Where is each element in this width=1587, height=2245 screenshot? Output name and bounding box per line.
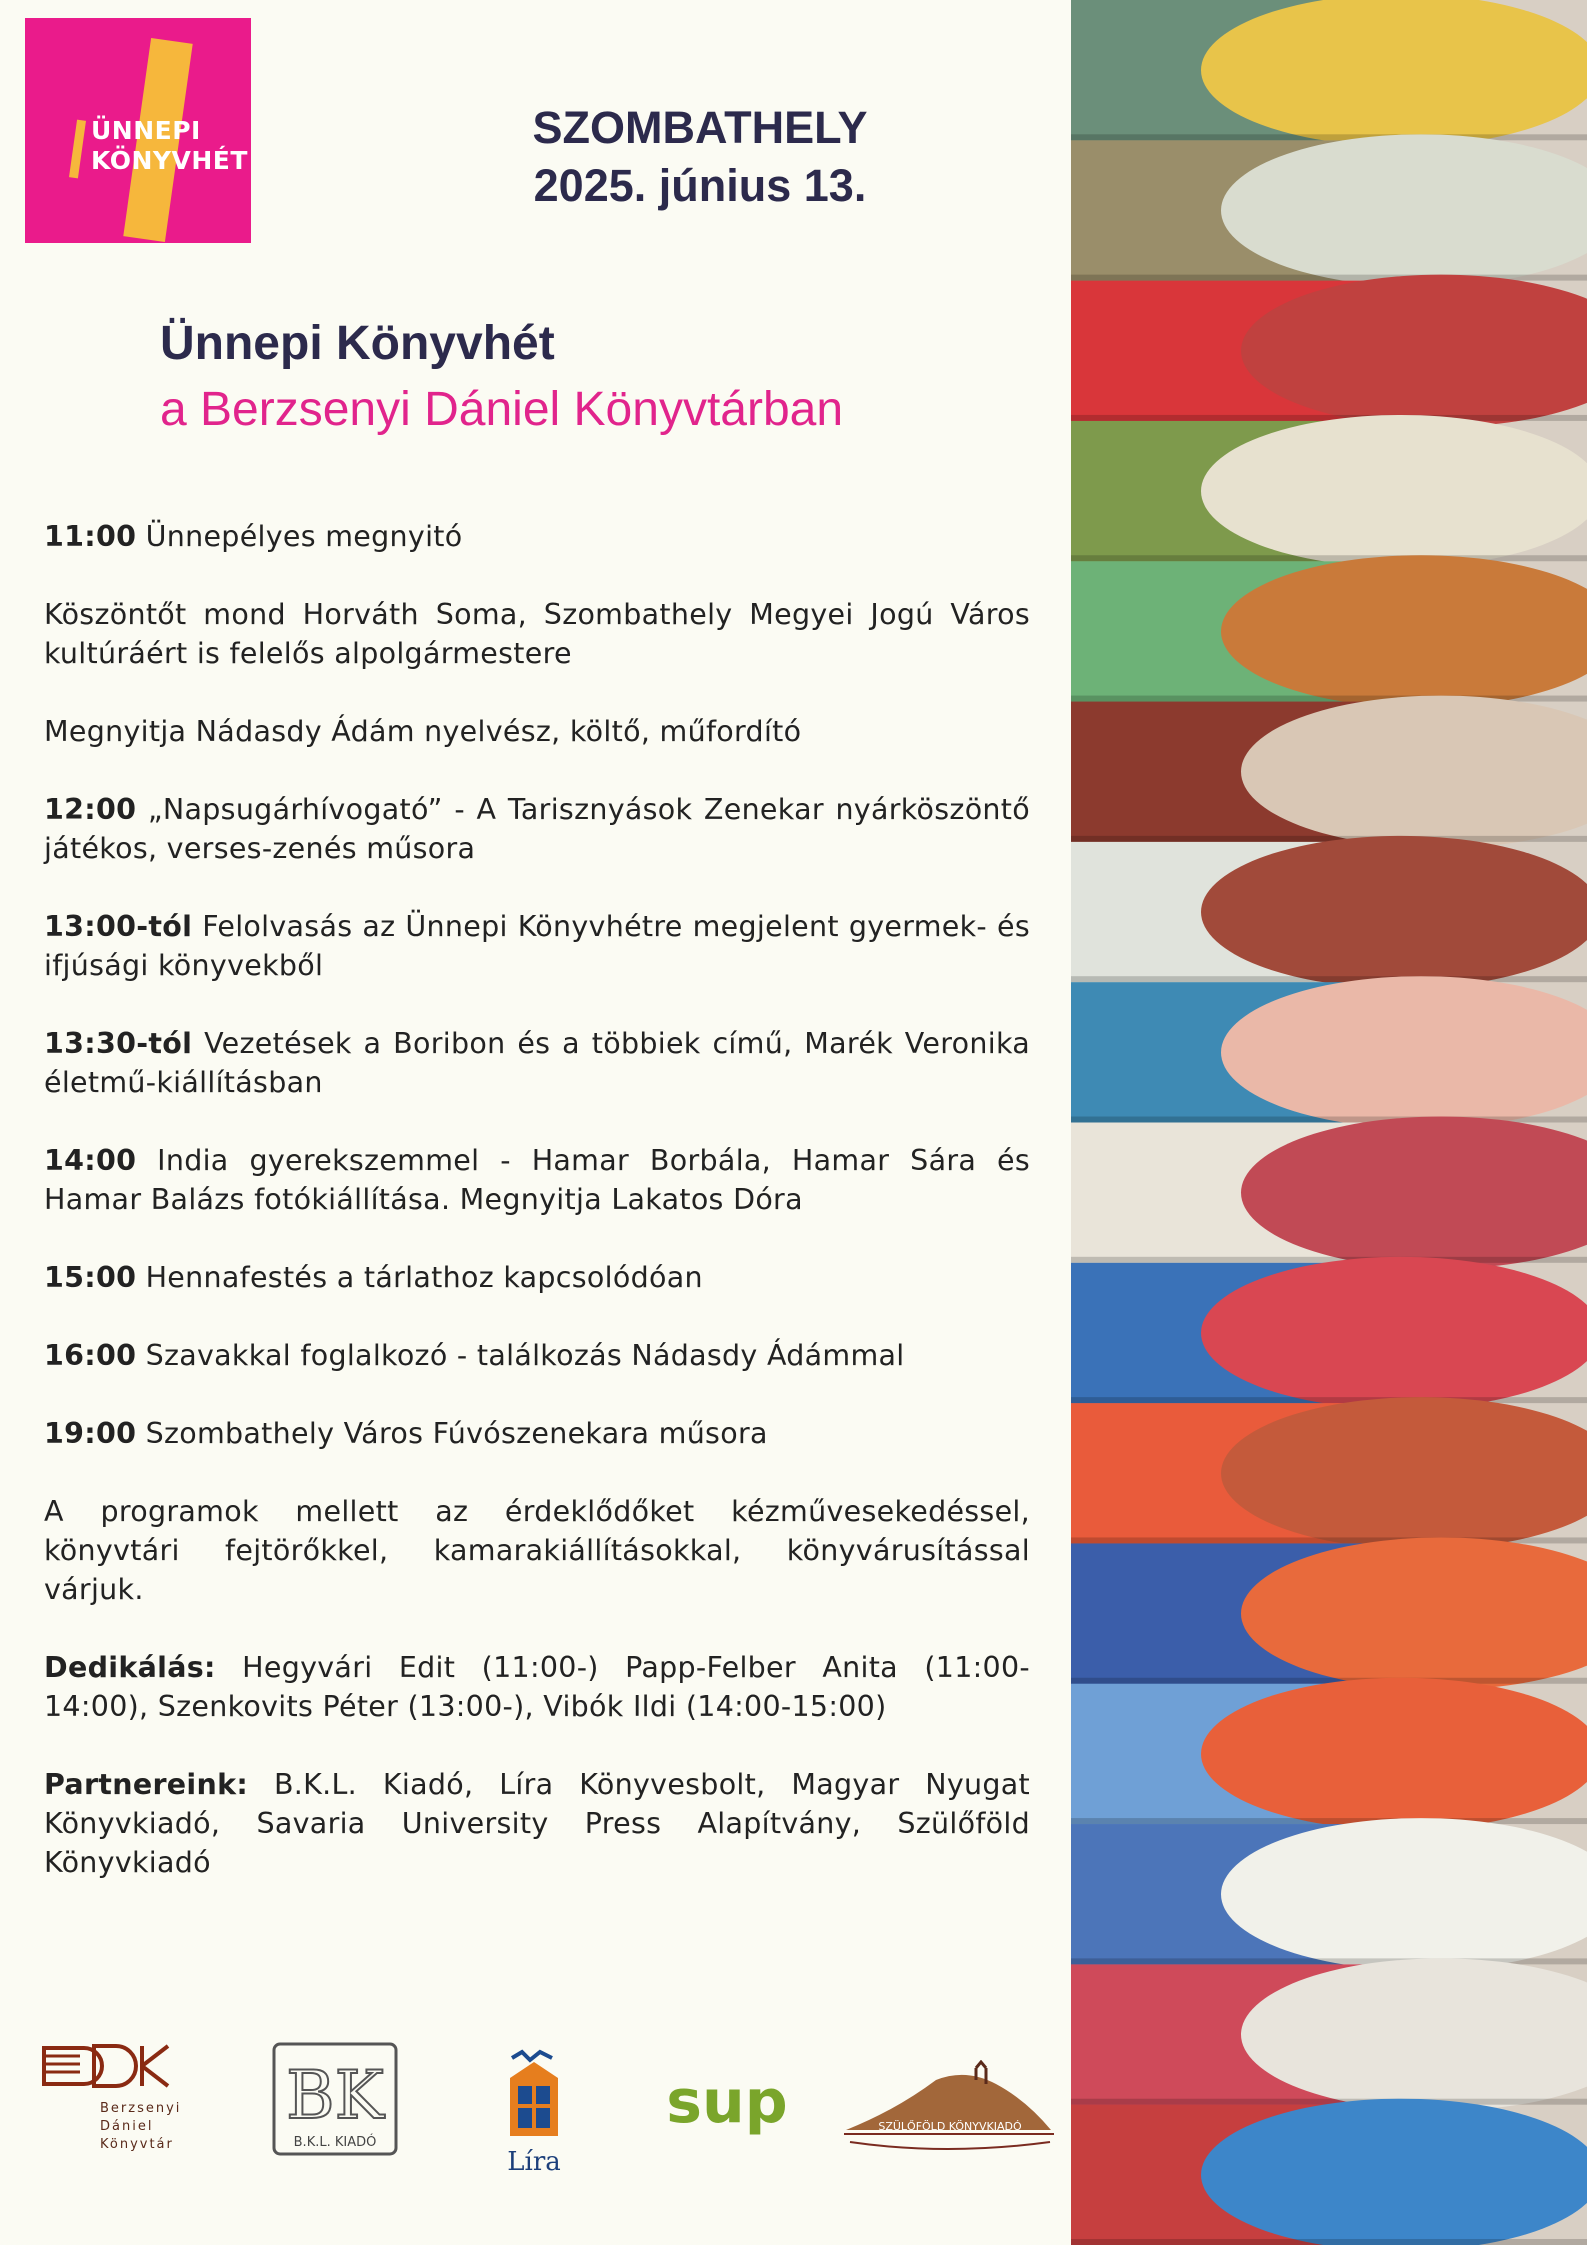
program-time: 16:00 (44, 1339, 137, 1372)
lira-logo (500, 2048, 568, 2178)
program-item (44, 595, 1030, 673)
partners-info (44, 1765, 1030, 1882)
program-item (44, 1141, 1030, 1219)
program-time: 11:00 (44, 520, 137, 553)
program-text: Vezetések a Boribon és a többiek című, Marék Veronika életmű-kiállításban (44, 1027, 1031, 1099)
book-end (1201, 1257, 1587, 1409)
bdk-line3: Könyvtár (100, 2137, 174, 2152)
lira-caption: Líra (507, 2147, 561, 2177)
event-subtitle: a Berzsenyi Dániel Könyvtárban (160, 383, 844, 436)
program-text: Köszöntőt mond Horváth Soma, Szombathely Megyei Jogú Város kultúráért is felelős alpolgármestere (44, 598, 1030, 670)
program-item (44, 790, 1030, 868)
book-shadow (1071, 1678, 1587, 1684)
book-shadow (1071, 976, 1587, 982)
program-item (44, 1414, 1030, 1453)
program-text: „Napsugárhívogató” - A Tarisznyások Zenekar nyárköszöntő játékos, verses-zenés műsora (44, 793, 1031, 865)
book-shadow (1071, 2099, 1587, 2105)
program-text: Szombathely Város Fúvószenekara műsora (145, 1417, 768, 1450)
program-item (44, 1024, 1030, 1102)
program-text: Szavakkal foglalkozó - találkozás Nádasdy Ádámmal (145, 1339, 905, 1372)
book-shadow (1071, 555, 1587, 561)
szulofold-caption: SZÜLŐFÖLD KÖNYVKIADÓ (878, 2120, 1022, 2133)
city-heading: SZOMBATHELY (532, 102, 868, 153)
program-text: Felolvasás az Ünnepi Könyvhétre megjelent gyermek- és ifjúsági könyvekből (44, 910, 1030, 982)
szulofold-logo (826, 2060, 1066, 2165)
program-time: 15:00 (44, 1261, 137, 1294)
partners-label: Partnereink: (44, 1768, 249, 1801)
event-title: Ünnepi Könyvhét (160, 317, 555, 370)
program-time: 19:00 (44, 1417, 137, 1450)
program-text: A programok mellett az érdeklődőket kézművesekedéssel, könyvtári fejtörőkkel, kamarakiállításokkal, könyvárusítással várjuk. (44, 1495, 1030, 1606)
book-end (1201, 415, 1587, 567)
program-time: 13:00-tól (44, 910, 193, 943)
program-text: India gyerekszemmel - Hamar Borbála, Hamar Sára és Hamar Balázs fotókiállítása. Megnyitja Lakatos Dóra (44, 1144, 1030, 1216)
book-shadow (1071, 1818, 1587, 1824)
program-text: Megnyitja Nádasdy Ádám nyelvész, költő, műfordító (44, 715, 802, 748)
signing-text: Hegyvári Edit (11:00-) Papp-Felber Anita (11:00-14:00), Szenkovits Péter (13:00-), Vibók Ildi (14:00-15:00) (44, 1651, 1030, 1723)
bdk-library-logo (42, 2040, 192, 2160)
partners-text: B.K.L. Kiadó, Líra Könyvesbolt, Magyar Nyugat Könyvkiadó, Savaria University Press Alapítvány, Szülőföld Könyvkiadó (44, 1768, 1031, 1879)
bdk-line2: Dániel (100, 2119, 154, 2134)
program-item (44, 712, 1030, 751)
program-time: 14:00 (44, 1144, 137, 1177)
program-note (44, 1492, 1030, 1609)
program-list (44, 517, 1030, 1921)
book-shadow (1071, 1397, 1587, 1403)
unnepi-konyvhet-logo (25, 18, 251, 243)
program-item (44, 517, 1030, 556)
signing-info (44, 1648, 1030, 1726)
logo-slash (69, 120, 86, 179)
books-illustration (1071, 0, 1587, 2245)
sup-logo (665, 2050, 790, 2170)
book-shadow (1071, 2239, 1587, 2245)
bdk-line1: Berzsenyi (100, 2101, 182, 2116)
program-time: 12:00 (44, 793, 137, 826)
logo-text-line1: ÜNNEPI (91, 116, 201, 145)
program-time: 13:30-tól (44, 1027, 193, 1060)
program-item (44, 1258, 1030, 1297)
bkl-mark: BK (286, 2057, 384, 2134)
program-item (44, 907, 1030, 985)
program-text: Hennafestés a tárlathoz kapcsolódóan (145, 1261, 703, 1294)
date-heading: 2025. június 13. (533, 160, 867, 211)
signing-label: Dedikálás: (44, 1651, 216, 1684)
book-end (1201, 1678, 1587, 1830)
sup-mark: sup (666, 2067, 788, 2137)
book-shadow (1071, 134, 1587, 140)
bkl-caption: B.K.L. KIADÓ (293, 2135, 377, 2150)
books-photo (1071, 0, 1587, 2245)
program-item (44, 1336, 1030, 1375)
book-shadow (1071, 1257, 1587, 1263)
program-text: Ünnepélyes megnyitó (145, 520, 463, 553)
book-end (1201, 836, 1587, 988)
logo-text-line2: KÖNYVHÉT (91, 146, 248, 175)
book-shadow (1071, 836, 1587, 842)
bkl-kiado-logo (272, 2042, 398, 2156)
book-shadow (1071, 415, 1587, 421)
